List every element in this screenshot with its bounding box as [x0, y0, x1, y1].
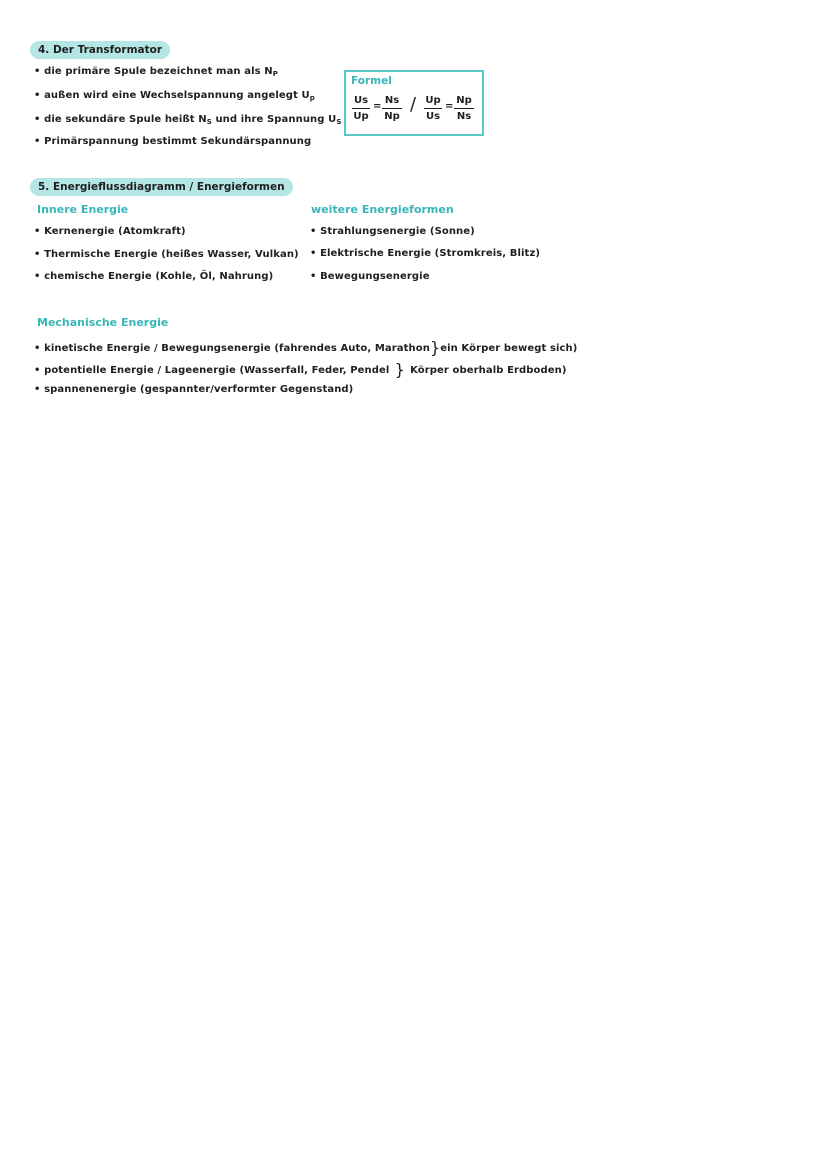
further-item-bewegung: • Bewegungsenergie [310, 271, 430, 282]
mechanical-item-kinetisch: • kinetische Energie / Bewegungsenergie (fahrendes Auto, Marathon}ein Körper bewegt sich) [34, 338, 578, 357]
formula-fraction-np-ns: Np Ns [454, 94, 474, 123]
bullet-primary-coil: • die primäre Spule bezeichnet man als $N_P$ [34, 66, 278, 78]
inner-item-chemisch: • chemische Energie (Kohle, Öl, Nahrung) [34, 271, 274, 282]
mechanical-energy-title: Mechanische Energie [37, 316, 169, 329]
inner-energy-title: Innere Energie [37, 203, 129, 216]
section-heading-energie: 5. Energieflussdiagramm / Energieformen [30, 178, 293, 196]
formula-fraction-ns-np: Ns Np [382, 94, 402, 123]
bullet-primary-determines: • Primärspannung bestimmt Sekundärspannung [34, 136, 312, 147]
bullet-secondary-coil: • die sekundäre Spule heißt $N_S$ und ihre Spannung $U_S$ [34, 114, 342, 126]
further-energy-title: weitere Energieformen [311, 203, 454, 216]
mechanical-item-potentiell: • potentielle Energie / Lageenergie (Wasserfall, Feder, Pendel } Körper oberhalb Erdboden) [34, 360, 567, 379]
formula-fraction-us-up: Us Up [353, 95, 369, 122]
brace-icon: } [389, 360, 411, 379]
equals-sign: = [373, 101, 382, 112]
inner-item-thermisch: • Thermische Energie (heißes Wasser, Vulkan) [34, 249, 299, 260]
formula-box [344, 70, 484, 136]
mechanical-item-spannen: • spannenenergie (gespannter/verformter Gegenstand) [34, 384, 354, 395]
formula-fraction-up-us: Up Us [425, 95, 441, 122]
formula-title: Formel [351, 75, 392, 87]
slash-separator: / [410, 94, 417, 115]
section-heading-transformator: 4. Der Transformator [30, 41, 170, 59]
brace-icon: } [429, 338, 441, 357]
inner-item-kernenergie: • Kernenergie (Atomkraft) [34, 226, 186, 237]
bullet-ac-voltage: • außen wird eine Wechselspannung angelegt $U_p$ [34, 90, 315, 102]
equals-sign-2: = [445, 101, 454, 112]
further-item-strahlung: • Strahlungsenergie (Sonne) [310, 226, 475, 237]
further-item-elektrisch: • Elektrische Energie (Stromkreis, Blitz) [310, 248, 541, 259]
